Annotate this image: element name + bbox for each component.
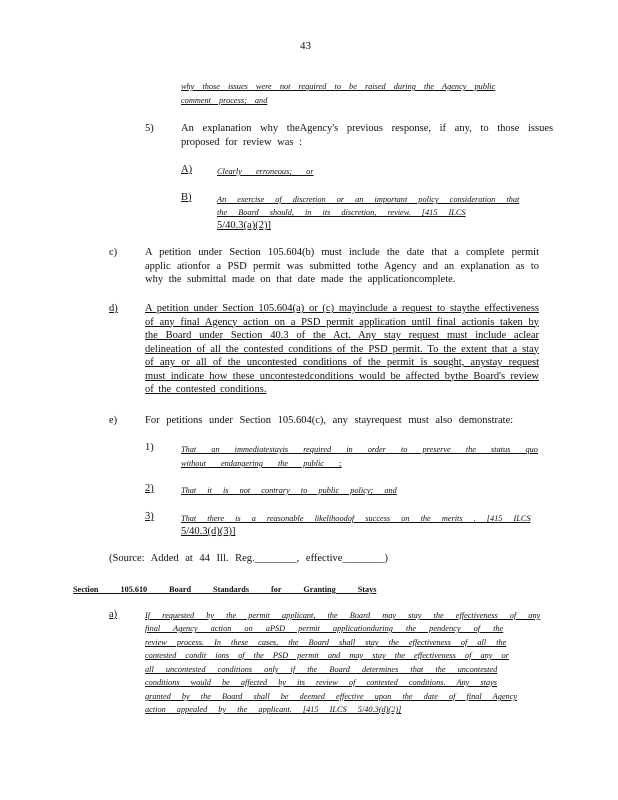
para-a-line: final Agency action on aPSD permit applicationduring the pendency of the <box>145 624 504 633</box>
item-B-line-2: the Board should, in its discretion, review. [415 ILCS <box>217 208 466 217</box>
item-B-line-3: 5/40.3(a)(2)] <box>217 220 271 231</box>
para-a-line: action appealed by the applicant. [415 ILCS 5/40.3(d)(2)] <box>145 705 402 714</box>
para-e-marker: e) <box>109 415 118 426</box>
item-5-line-1: An explanation why theAgency's previous response, if any, to those issues <box>181 123 554 134</box>
para-d-marker: d) <box>109 303 118 314</box>
para-a-line: all uncontested conditions only if the Board determines that the uncontested <box>145 665 498 674</box>
para-a-marker: a) <box>109 609 118 620</box>
para-a-line: contested condit ions of the PSD permit and may stay the effectiveness of any or <box>145 651 509 660</box>
section-heading: Section 105.610 Board Standards for Granting Stays <box>73 585 377 594</box>
para-a-line: If requested by the permit applicant, the Board may stay the effectiveness of any <box>145 611 541 620</box>
item-e1-line-2: without endangering the public ; <box>181 459 342 468</box>
para-a-line: review process. In these cases, the Board shall stay the effectiveness of all the <box>145 638 507 647</box>
para-c-marker: c) <box>109 247 118 258</box>
para-e-text: For petitions under Section 105.604(c), any stayrequest must also demonstrate: <box>145 415 514 426</box>
item-A-text: Clearly erroneous; or <box>217 167 314 176</box>
item-B-line-1: An exercise of discretion or an important policy consideration that <box>217 195 520 204</box>
para-a-line: conditions would be affected by its review of contested conditions. Any stays <box>145 678 498 687</box>
item-5-marker: 5) <box>145 123 154 134</box>
continuation-line-1: why those issues were not required to be raised during the Agency public <box>181 82 496 91</box>
item-e3-line-2: 5/40.3(d)(3)] <box>181 526 236 537</box>
continuation-line-2: comment process; and <box>181 96 268 105</box>
item-e2-text: That it is not contrary to public policy; and <box>181 486 397 495</box>
para-d-text: A petition under Section 105.604(a) or (c) mayinclude a request to staythe effectiveness of any final Agency action on a PSD permit application until final actionis taken by the Board under Section 40.3 of the Act. Any stay request must include aclear delineation of all the contested conditions of the PSD permit. To the extent that a stay of any or all of the uncontested conditions of the permit is sought, anystay request must indicate how these uncontestedconditions would be affected bythe Board's review of the contested conditions. <box>145 303 539 395</box>
item-A-marker: A) <box>181 164 193 175</box>
para-a-line: granted by the Board shall be deemed effective upon the date of final Agency <box>145 692 518 701</box>
item-e3-marker: 3) <box>145 511 154 522</box>
item-e1-marker: 1) <box>145 442 154 453</box>
source-note: (Source: Added at 44 Ill. Reg.________, effective________) <box>109 553 388 564</box>
item-e1-line-1: That an immediatestayis required in order to preserve the status quo <box>181 445 538 454</box>
item-B-marker: B) <box>181 192 192 203</box>
page-number: 43 <box>300 40 311 52</box>
para-c-text: A petition under Section 105.604(b) must include the date that a complete permit applic ationfor a PSD permit was submitted tothe Agency and an explanation as to why the submittal made on that date made the applicationcomplete. <box>145 247 539 285</box>
item-5-line-2: proposed for review was : <box>181 137 303 148</box>
item-e3-line-1: That there is a reasonable likelihoodof success on the merits . [415 ILCS <box>181 514 531 523</box>
item-e2-marker: 2) <box>145 483 154 494</box>
